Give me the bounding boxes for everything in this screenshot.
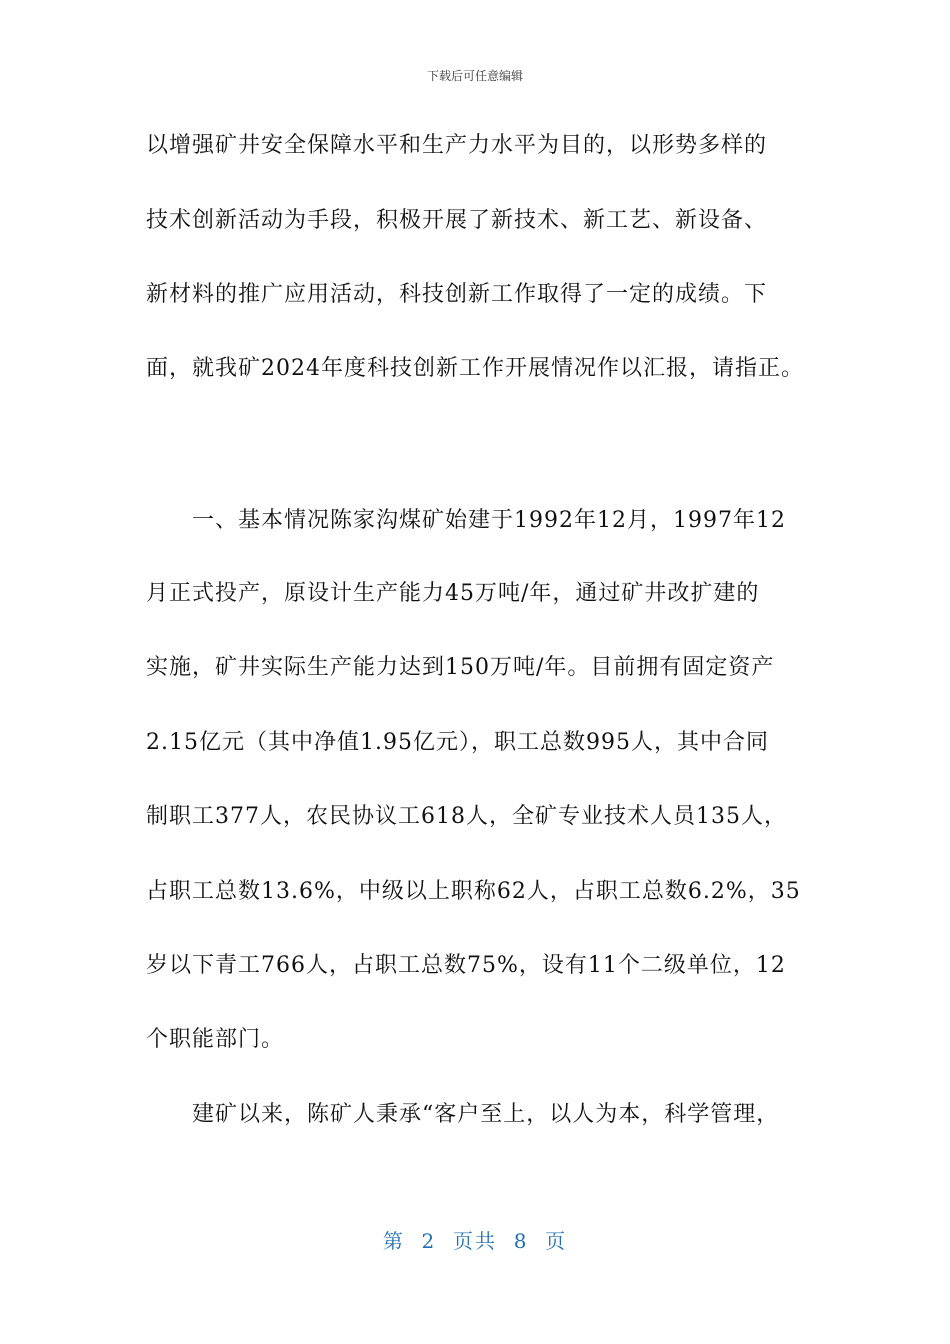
body-line: 个职能部门。	[146, 1027, 285, 1052]
body-line: 占职工总数13.6%，中级以上职称62人，占职工总数6.2%，35	[146, 879, 801, 904]
body-line: 建矿以来，陈矿人秉承“客户至上，以人为本，科学管理，	[146, 1102, 780, 1127]
body-line: 2.15亿元（其中净值1.95亿元），职工总数995人，其中合同	[146, 730, 769, 755]
body-line: 新材料的推广应用活动，科技创新工作取得了一定的成绩。下	[146, 282, 768, 307]
body-line: 一、基本情况陈家沟煤矿始建于1992年12月，1997年12	[146, 508, 786, 533]
body-line: 技术创新活动为手段，积极开展了新技术、新工艺、新设备、	[146, 208, 768, 233]
body-line: 制职工377人，农民协议工618人，全矿专业技术人员135人，	[146, 804, 787, 829]
body-line: 实施，矿井实际生产能力达到150万吨/年。目前拥有固定资产	[146, 655, 775, 680]
body-line: 月正式投产，原设计生产能力45万吨/年，通过矿井改扩建的	[146, 581, 760, 606]
page-number: 第 2 页共 8 页	[382, 1229, 568, 1253]
header-note: 下载后可任意编辑	[426, 69, 523, 83]
body-line: 岁以下青工766人，占职工总数75%，设有11个二级单位，12	[146, 953, 786, 978]
body-line: 以增强矿井安全保障水平和生产力水平为目的，以形势多样的	[146, 133, 768, 158]
body-line: 面，就我矿2024年度科技创新工作开展情况作以汇报，请指正。	[146, 356, 804, 381]
